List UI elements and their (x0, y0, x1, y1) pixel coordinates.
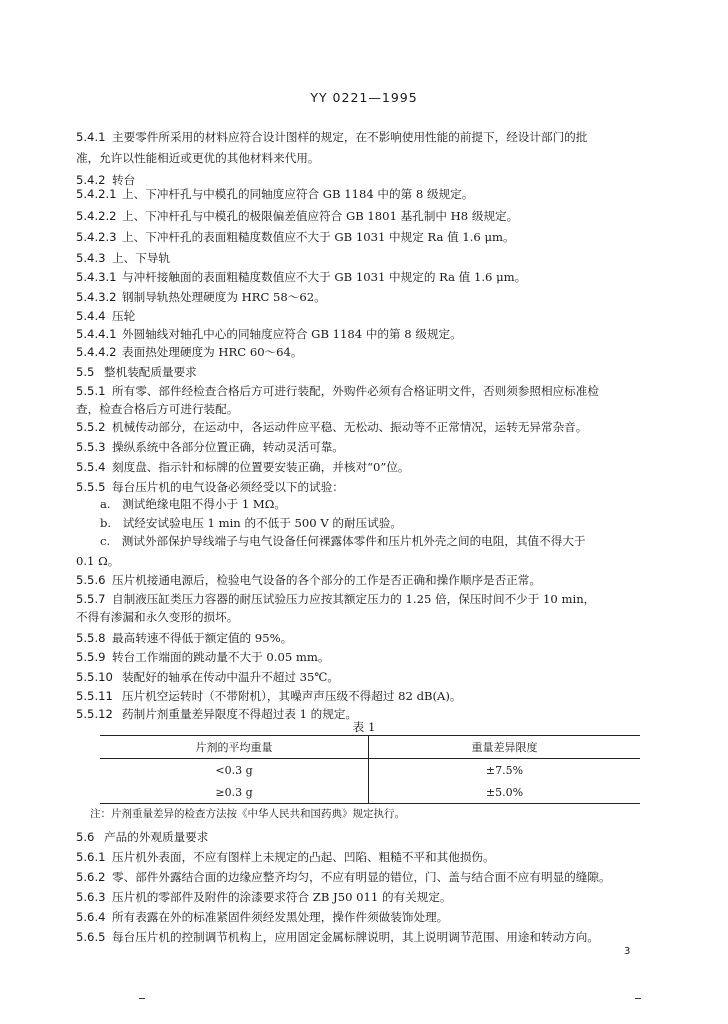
clause-number: 5.4.2.1 (76, 187, 117, 201)
clause-number: 5.4.3.2 (76, 290, 117, 304)
clause-text: 每台压片机的电气设备必须经受以下的试验： (112, 480, 344, 494)
clause-text: 药制片剂重量差异限度不得超过表 1 的规定。 (122, 707, 358, 721)
clause-text: 压片机空运转时（不带附机），其噪声声压级不得超过 82 dB(A)。 (122, 689, 462, 703)
clause-number: 5.5.3 (76, 440, 106, 454)
weight-variation-table (100, 735, 640, 804)
clause-text: 上、下冲杆孔与中模孔的极限偏差值应符合 GB 1801 基孔制中 H8 级规定。 (122, 209, 519, 223)
clause-number: 5.6.4 (76, 910, 106, 924)
clause-number: 5.5.8 (76, 631, 106, 645)
clause-text: 所有表露在外的标准紧固件须经发黑处理，操作件须做装饰处理。 (112, 910, 449, 924)
clause-text: 0.1 Ω。 (76, 554, 120, 568)
clause-text: a. 测试绝缘电阻不得小于 1 MΩ。 (100, 497, 286, 511)
clause-text: 操纵系统中各部分位置正确，转动灵活可靠。 (112, 440, 344, 454)
clause-number: 5.4.2.2 (76, 209, 117, 223)
clause-number: 5.5.4 (76, 460, 106, 474)
clause-text: 所有零、部件经检查合格后方可进行装配，外购件必须有合格证明文件，否则须参照相应标准检 (112, 384, 599, 398)
clause-number: 5.5.9 (76, 650, 106, 664)
table-header-row (100, 736, 640, 759)
clause-text: 产品的外观质量要求 (104, 830, 209, 844)
clause-number: 5.5.11 (76, 689, 113, 703)
clause-text: c. 测试外部保护导线端子与电气设备任何裸露体零件和压片机外壳之间的电阻，其值不得大于 (100, 534, 586, 548)
clause-number: 5.4.1 (76, 130, 106, 144)
table-header-cell: 片剂的平均重量 (100, 736, 369, 759)
clause-text: 上、下导轨 (112, 251, 170, 265)
clause-number: 5.5 (76, 365, 95, 379)
clause-text: 外圆轴线对轴孔中心的同轴度应符合 GB 1184 中的第 8 级规定。 (122, 327, 462, 341)
clause-number: 5.4.2 (76, 173, 106, 187)
page-number: 3 (624, 946, 631, 957)
clause-text: 装配好的轴承在传动中温升不超过 35℃。 (122, 670, 339, 684)
clause-text: 不得有渗漏和永久变形的损坏。 (76, 610, 239, 624)
clause-text: 零、部件外露结合面的边缘应整齐均匀，不应有明显的错位，门、盖与结合面不应有明显的缝隙。 (112, 870, 611, 884)
clause-number: 5.4.3.1 (76, 270, 117, 284)
table-cell: ±5.0% (369, 781, 641, 804)
scan-mark (635, 998, 641, 999)
clause-text: 压片机的零部件及附件的涂漆要求符合 ZB J50 011 的有关规定。 (112, 890, 452, 904)
clause-number: 5.5.1 (76, 384, 106, 398)
clause-text: 转台 (112, 173, 136, 187)
clause-number: 5.6.3 (76, 890, 106, 904)
clause-text: b. 试经安试验电压 1 min 的不低于 500 V 的耐压试验。 (100, 516, 402, 530)
table-note: 注：片剂重量差异的检查方法按《中华人民共和国药典》规定执行。 (90, 808, 405, 820)
clause-text: 表面热处理硬度为 HRC 60～64。 (122, 345, 303, 359)
clause-number: 5.4.3 (76, 251, 106, 265)
clause-number: 5.6 (76, 830, 95, 844)
standard-code-header: YY 0221—1995 (310, 90, 418, 105)
table-cell: <0.3 g (100, 759, 369, 782)
table-row (100, 781, 640, 804)
clause-text: 上、下冲杆孔的表面粗糙度数值应不大于 GB 1031 中规定 Ra 值 1.6 μm。 (122, 230, 515, 244)
clause-text: 机械传动部分，在运动中，各运动件应平稳、无松动、振动等不正常情况，运转无异常杂音。 (112, 420, 588, 434)
clause-number: 5.5.2 (76, 420, 106, 434)
clause-text: 压片机外表面，不应有图样上未规定的凸起、凹陷、粗糙不平和其他损伤。 (112, 850, 495, 864)
clause-text: 整机装配质量要求 (104, 365, 197, 379)
clause-text: 上、下冲杆孔与中模孔的同轴度应符合 GB 1184 中的第 8 级规定。 (122, 187, 474, 201)
clause-number: 5.6.5 (76, 930, 106, 944)
clause-text: 压轮 (112, 309, 136, 323)
clause-text: 每台压片机的控制调节机构上，应用固定金属标牌说明，其上说明调节范围、用途和转动方向。 (112, 930, 599, 944)
clause-text: 查，检查合格后方可进行装配。 (76, 402, 239, 416)
clause-number: 5.4.4.2 (76, 345, 117, 359)
clause-number: 5.5.12 (76, 707, 113, 721)
clause-number: 5.6.2 (76, 870, 106, 884)
clause-number: 5.4.4 (76, 309, 106, 323)
clause-number: 5.5.10 (76, 670, 113, 684)
clause-text: 转台工作端面的跳动量不大于 0.05 mm。 (112, 650, 330, 664)
clause-text: 自制液压缸类压力容器的耐压试验压力应按其额定压力的 1.25 倍，保压时间不少于 10 min， (112, 592, 596, 606)
clause-text: 准，允许以性能相近或更优的其他材料来代用。 (76, 151, 320, 165)
table-caption: 表 1 (352, 720, 376, 734)
clause-number: 5.6.1 (76, 850, 106, 864)
table-row (100, 759, 640, 782)
clause-number: 5.5.5 (76, 480, 106, 494)
clause-text: 压片机接通电源后，检验电气设备的各个部分的工作是否正确和操作顺序是否正常。 (112, 573, 541, 587)
clause-text: 主要零件所采用的材料应符合设计图样的规定，在不影响使用性能的前提下，经设计部门的批 (112, 130, 588, 144)
clause-text: 与冲杆接触面的表面粗糙度数值应不大于 GB 1031 中规定的 Ra 值 1.6 μm。 (122, 270, 527, 284)
clause-number: 5.4.4.1 (76, 327, 117, 341)
clause-text: 刻度盘、指示针和标牌的位置要安装正确，并核对“0”位。 (112, 460, 410, 474)
clause-text: 最高转速不得低于额定值的 95%。 (112, 631, 293, 645)
clause-number: 5.5.7 (76, 592, 106, 606)
clause-text: 钢制导轨热处理硬度为 HRC 58～62。 (122, 290, 326, 304)
scan-mark (139, 998, 145, 999)
table-header-cell: 重量差异限度 (369, 736, 641, 759)
table-cell: ≥0.3 g (100, 781, 369, 804)
clause-number: 5.5.6 (76, 573, 106, 587)
clause-number: 5.4.2.3 (76, 230, 117, 244)
table-cell: ±7.5% (485, 763, 524, 777)
